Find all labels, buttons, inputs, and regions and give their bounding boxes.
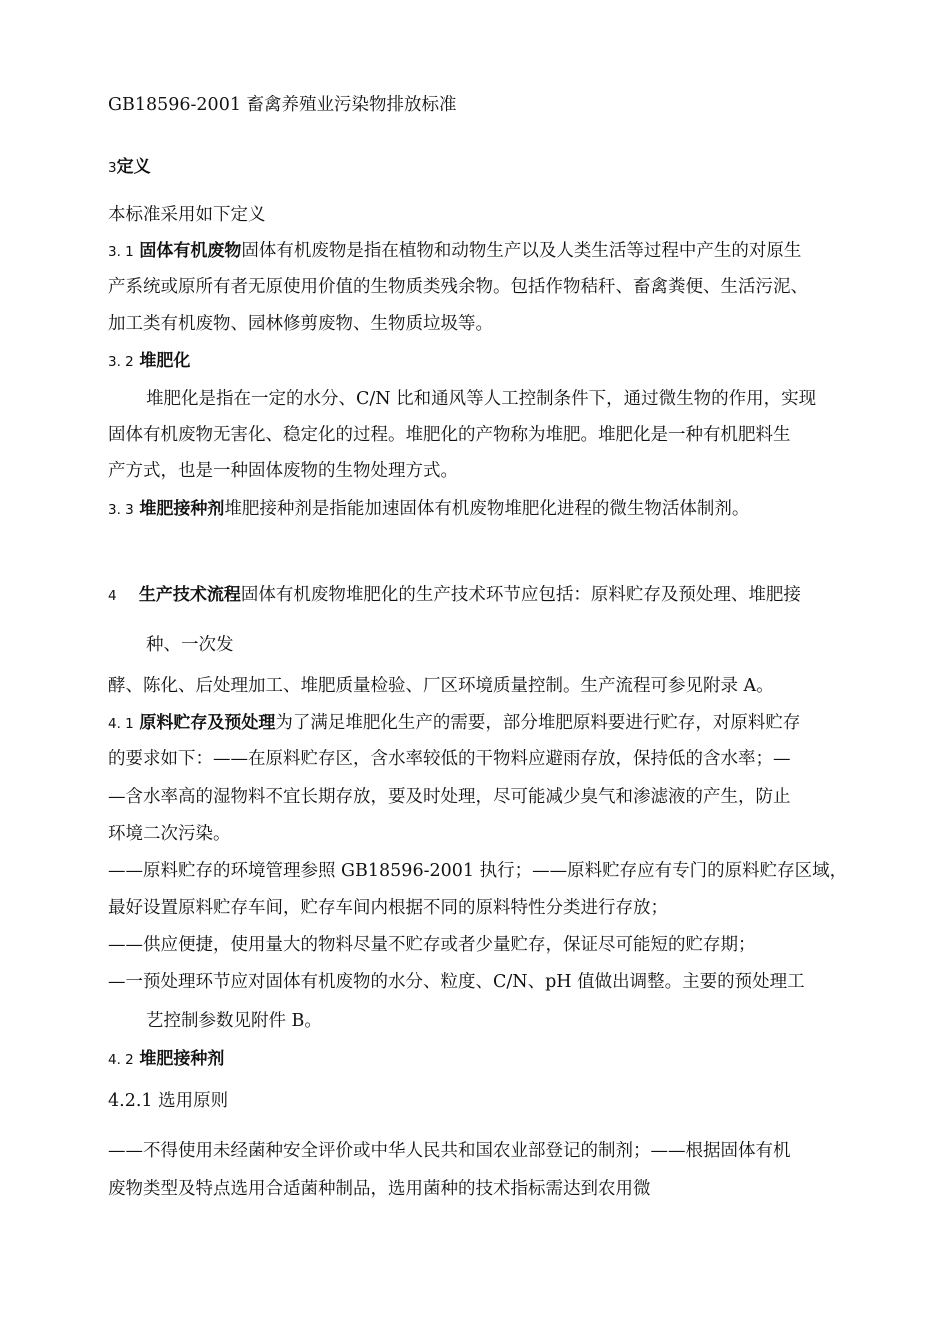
section-number: 4. 2 bbox=[108, 1052, 134, 1068]
section-3-2-heading bbox=[108, 350, 190, 373]
paragraph-line: ——不得使用未经菌种安全评价或中华人民共和国农业部登记的制剂；——根据固体有机 bbox=[108, 1141, 791, 1161]
paragraph-line: 艺控制参数见附件 B。 bbox=[146, 1011, 322, 1031]
paragraph-line: 产系统或原所有者无原使用价值的生物质类残余物。包括作物秸秆、畜禽粪便、生活污泥、 bbox=[108, 277, 808, 297]
section-3-1 bbox=[108, 240, 801, 263]
section-number: 4. 1 bbox=[108, 716, 134, 732]
paragraph-line: 的要求如下：——在原料贮存区，含水率较低的干物料应避雨存放，保持低的含水率；— bbox=[108, 749, 791, 769]
term: 堆肥接种剂 bbox=[139, 499, 225, 519]
section-4-2-1-heading: 4.2.1 选用原则 bbox=[108, 1091, 229, 1111]
intro-text: 本标准采用如下定义 bbox=[108, 205, 266, 225]
section-3-heading bbox=[108, 156, 151, 179]
paragraph-line: —一预处理环节应对固体有机废物的水分、粒度、C/N、pH 值做出调整。主要的预处理工 bbox=[108, 972, 805, 992]
term: 固体有机废物 bbox=[139, 241, 242, 261]
document-title: GB18596-2001 畜禽养殖业污染物排放标准 bbox=[108, 95, 457, 115]
paragraph-line: 产方式，也是一种固体废物的生物处理方式。 bbox=[108, 461, 458, 481]
section-number: 3. 2 bbox=[108, 354, 134, 370]
section-number: 4 bbox=[108, 588, 117, 604]
term: 堆肥接种剂 bbox=[139, 1049, 225, 1069]
section-4 bbox=[108, 584, 801, 607]
section-4-1 bbox=[108, 712, 800, 735]
section-4-2-heading bbox=[108, 1048, 224, 1071]
section-number: 3 bbox=[108, 160, 117, 176]
paragraph-line: ——原料贮存的环境管理参照 GB18596-2001 执行；——原料贮存应有专门的原料贮存区域， bbox=[108, 861, 848, 881]
paragraph-line: 固体有机废物是指在植物和动物生产以及人类生活等过程中产生的对原生 bbox=[241, 241, 802, 261]
paragraph-line: 加工类有机废物、园林修剪废物、生物质垃圾等。 bbox=[108, 314, 493, 334]
section-3-3 bbox=[108, 498, 749, 521]
paragraph-line: 种、一次发 bbox=[146, 635, 234, 655]
paragraph-line: 固体有机废物无害化、稳定化的过程。堆肥化的产物称为堆肥。堆肥化是一种有机肥料生 bbox=[108, 425, 791, 445]
term: 生产技术流程 bbox=[138, 585, 241, 605]
term: 原料贮存及预处理 bbox=[139, 713, 276, 733]
section-number: 3. 1 bbox=[108, 244, 134, 260]
paragraph-line: 最好设置原料贮存车间，贮存车间内根据不同的原料特性分类进行存放； bbox=[108, 898, 668, 918]
term: 堆肥化 bbox=[139, 351, 191, 371]
paragraph-line: 酵、陈化、后处理加工、堆肥质量检验、厂区环境质量控制。生产流程可参见附录 A。 bbox=[108, 676, 774, 696]
paragraph-line: ——供应便捷，使用量大的物料尽量不贮存或者少量贮存，保证尽可能短的贮存期； bbox=[108, 935, 756, 955]
paragraph-line: 废物类型及特点选用合适菌种制品，选用菌种的技术指标需达到农用微 bbox=[108, 1179, 651, 1199]
paragraph-line: 堆肥化是指在一定的水分、C/N 比和通风等人工控制条件下，通过微生物的作用，实现 bbox=[146, 389, 817, 409]
paragraph-line: 堆肥接种剂是指能加速固体有机废物堆肥化进程的微生物活体制剂。 bbox=[224, 499, 750, 519]
paragraph-line: 为了满足堆肥化生产的需要，部分堆肥原料要进行贮存，对原料贮存 bbox=[275, 713, 801, 733]
section-title: 定义 bbox=[116, 157, 151, 177]
paragraph-line: 环境二次污染。 bbox=[108, 824, 231, 844]
paragraph-line: —含水率高的湿物料不宜长期存放，要及时处理，尽可能减少臭气和渗滤液的产生，防止 bbox=[108, 787, 791, 807]
paragraph-line: 固体有机废物堆肥化的生产技术环节应包括：原料贮存及预处理、堆肥接 bbox=[240, 585, 801, 605]
section-number: 3. 3 bbox=[108, 502, 134, 518]
